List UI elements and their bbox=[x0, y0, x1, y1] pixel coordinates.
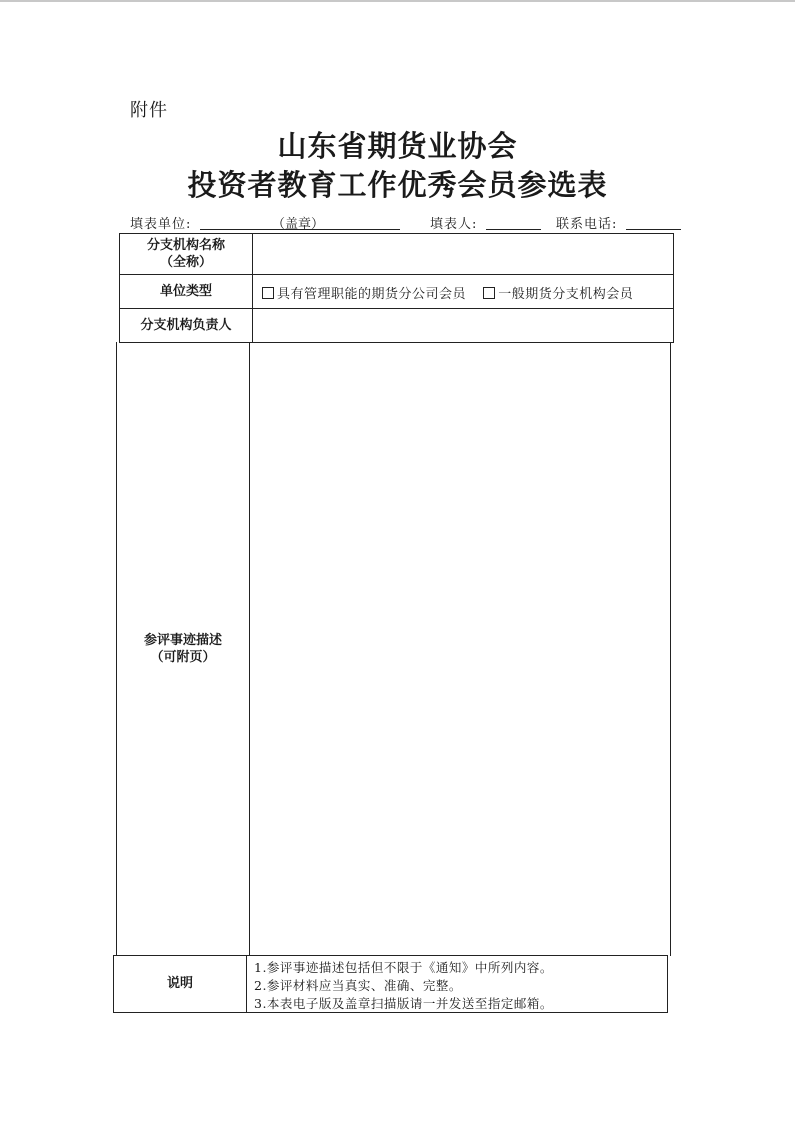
deeds-label-sub: （可附页） bbox=[150, 650, 216, 665]
branch-name-label bbox=[119, 237, 253, 271]
table-border-bottom bbox=[113, 1012, 667, 1013]
note-item-3: 3.本表电子版及盖章扫描版请一并发送至指定邮箱。 bbox=[254, 996, 553, 1011]
unit-type-option-1: 具有管理职能的期货分公司会员 bbox=[277, 287, 467, 302]
checkbox-branch-with-management[interactable] bbox=[262, 287, 274, 299]
branch-name-input[interactable] bbox=[254, 235, 672, 273]
note-item-2: 2.参评材料应当真实、准确、完整。 bbox=[254, 978, 462, 993]
table-border-top bbox=[119, 233, 673, 234]
table-row-divider bbox=[113, 955, 667, 956]
note-item-1: 1.参评事迹描述包括但不限于《通知》中所列内容。 bbox=[254, 960, 553, 975]
deeds-label-main: 参评事迹描述 bbox=[143, 633, 222, 648]
branch-name-label-main: 分支机构名称 bbox=[146, 238, 225, 253]
unit-type-option-2: 一般期货分支机构会员 bbox=[498, 287, 634, 302]
table-row-divider bbox=[119, 308, 673, 309]
attachment-label: 附件 bbox=[130, 100, 168, 121]
table-border-right bbox=[670, 342, 671, 956]
table-row-divider bbox=[119, 274, 673, 275]
seal-note: （盖章） bbox=[272, 217, 325, 232]
leader-label: 分支机构负责人 bbox=[140, 318, 232, 333]
phone-field-line[interactable] bbox=[626, 229, 681, 230]
filler-field-line[interactable] bbox=[486, 229, 541, 230]
deeds-textarea[interactable] bbox=[251, 344, 669, 954]
unit-type-label: 单位类型 bbox=[159, 284, 212, 299]
checkbox-general-branch[interactable] bbox=[483, 287, 495, 299]
table-row-divider bbox=[119, 342, 673, 343]
unit-type-options bbox=[262, 283, 633, 302]
branch-name-label-sub: （全称） bbox=[159, 255, 212, 270]
filler-label: 填表人: bbox=[430, 217, 478, 232]
table-border-right bbox=[673, 233, 674, 343]
notes-label: 说明 bbox=[166, 976, 193, 991]
deeds-label bbox=[116, 632, 250, 666]
scan-edge bbox=[0, 0, 795, 2]
phone-label: 联系电话: bbox=[556, 217, 618, 232]
leader-input[interactable] bbox=[254, 310, 672, 341]
unit-label: 填表单位: bbox=[130, 217, 192, 232]
title-line-1: 山东省期货业协会 bbox=[277, 129, 518, 163]
table-border-right bbox=[667, 955, 668, 1013]
title-line-2: 投资者教育工作优秀会员参选表 bbox=[187, 168, 608, 202]
